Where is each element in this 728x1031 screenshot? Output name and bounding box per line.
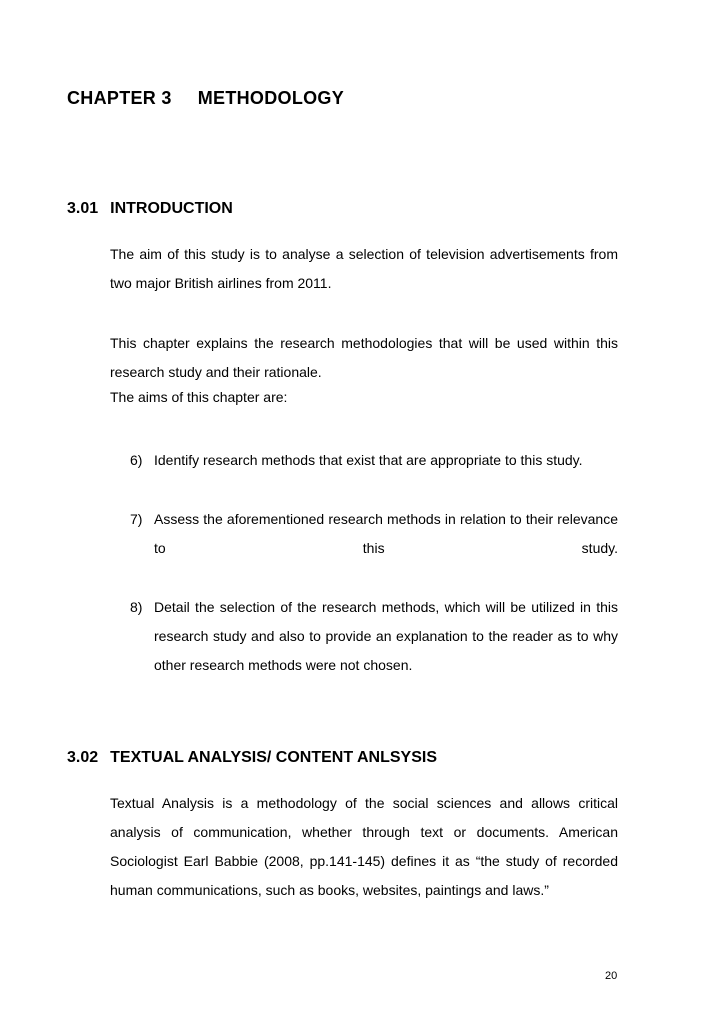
list-item	[130, 446, 618, 475]
chapter-heading	[67, 88, 344, 109]
list-item-text: Assess the aforementioned research methods in relation to their relevance to this study.	[154, 511, 618, 556]
intro-paragraph-2: This chapter explains the research methodologies that will be used within this research study and their rationale.	[110, 335, 618, 380]
section-heading-introduction	[67, 200, 233, 218]
section-title: TEXTUAL ANALYSIS/ CONTENT ANLSYSIS	[110, 749, 437, 766]
list-item-number: 7)	[130, 511, 143, 527]
textual-analysis-paragraph: Textual Analysis is a methodology of the social sciences and allows critical analysis of communication, whether through text or documents. American Sociologist Earl Babbie (2008, pp.141-145) defines it as “the study of recorded human communications, such as books, websites, paintings and laws.”	[110, 795, 618, 898]
list-item	[130, 505, 618, 563]
page-number: 20	[605, 970, 618, 982]
list-item	[130, 593, 618, 680]
section-title: INTRODUCTION	[110, 200, 233, 217]
intro-paragraph-1: The aim of this study is to analyse a selection of television advertisements from two major British airlines from 2011.	[110, 246, 618, 291]
chapter-number: CHAPTER 3	[67, 88, 172, 108]
list-item-number: 6)	[130, 452, 143, 468]
section-number: 3.02	[67, 749, 99, 766]
aims-intro-text: The aims of this chapter are:	[110, 389, 288, 405]
list-item-text: Detail the selection of the research methods, which will be utilized in this research study and also to provide an explanation to the reader as to why other research methods were not chosen.	[154, 599, 618, 673]
section-number: 3.01	[67, 200, 99, 217]
section-heading-textual-analysis	[67, 749, 437, 767]
list-item-text: Identify research methods that exist that are appropriate to this study.	[154, 452, 583, 468]
list-item-number: 8)	[130, 599, 143, 615]
chapter-title: METHODOLOGY	[197, 88, 345, 108]
